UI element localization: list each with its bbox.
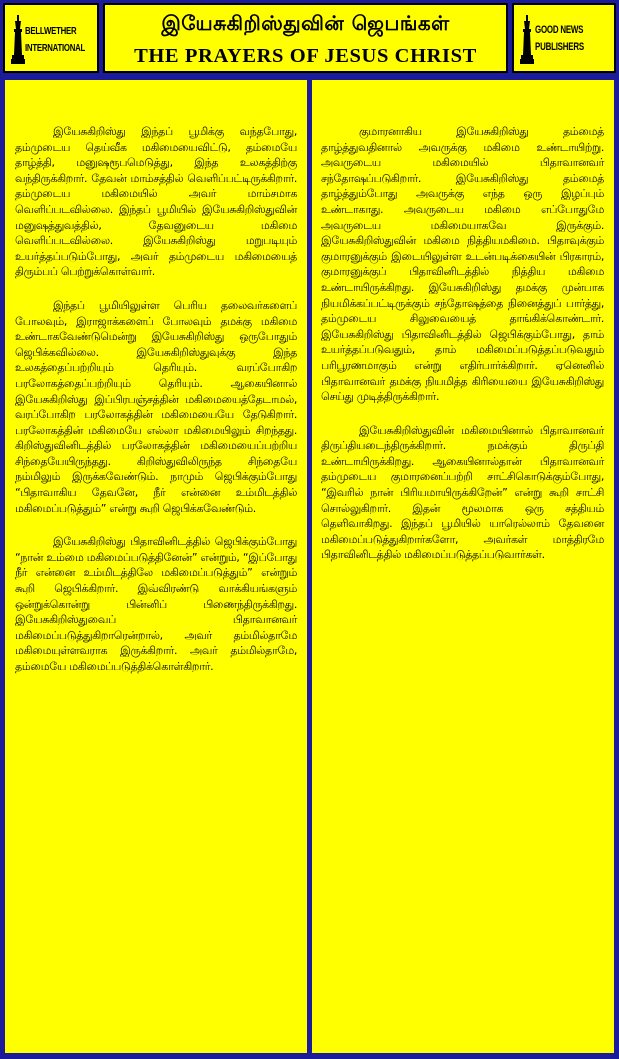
page-title-english: THE PRAYERS OF JESUS CHRIST: [134, 45, 477, 67]
header-banner: [0, 0, 619, 78]
tower-icon: [11, 15, 25, 65]
tower-icon: [520, 15, 534, 65]
good-news-logo: [512, 3, 616, 73]
paragraph: இயேசுகிறிஸ்துவின் மகிமையினால் பிதாவானவர் திருப்தியடைந்திருக்கிறார். நமக்கும் திருப்தி உண்டாயிருக்கிறது. ஆகையினால்தான் பிதாவானவர் தம்முடைய குமாரனைப்பற்றி சாட்சிகொடுக்கும்போது, “இவரில் நான் பிரியமாயிருக்கிறேன்” என்று கூறி சாட்சி சொல்லுகிறார். இதன் மூலமாக ஒரு சத்தியம் தெளிவாகிறது. இந்தப் பூமியில் யாரெல்லாம் தேவனை மகிமைப்படுத்துகிறார்களோ, அவர்கள் மாத்திரமே பிதாவினிடத்தில் மகிமைப்படுத்தப்படுவார்கள்.: [321, 423, 604, 562]
page-title-tamil: இயேசுகிறிஸ்துவின் ஜெபங்கள்: [161, 11, 450, 35]
paragraph: இயேசுகிறிஸ்து இந்தப் பூமிக்கு வந்தபோது, தம்முடைய தெய்வீக மகிமையைவிட்டு, தம்மையே தாழ்த்தி, மனுஷரூபமெடுத்து, இந்த உலகத்திற்கு வந்திருக்கிறார். தேவன் மாம்சத்தில் வெளிப்பட்டிருக்கிறார். தம்முடைய மகிமையில் அவர் மாம்சமாக வெளிப்படவில்லை. இந்தப் பூமியில் இயேசுகிறிஸ்துவின் மனுஷத்துவத்தில், தேவனுடைய மகிமை வெளிப்படவில்லை. இயேசுகிறிஸ்து மறுபடியும் உயர்த்தப்படும்போது, அவர் தம்முடைய மகிமையைத் திரும்பப் பெற்றுக்கொள்வார்.: [15, 125, 297, 279]
paragraph: இந்தப் பூமியிலுள்ள பெரிய தலைவர்களைப் போலவும், இராஜாக்களைப் போலவும் தமக்கு மகிமை உண்டாகவேண்டுமென்று இயேசுகிறிஸ்து ஒருபோதும் ஜெபிக்கவில்லை. இயேசுகிறிஸ்துவுக்கு இந்த உலகத்தைப்பற்றியும் தெரியும். வரப்போகிற பரலோகத்தைப்பற்றியும் தெரியும். ஆகையினால் இயேசுகிறிஸ்து இப்பிரபஞ்சத்தின் மகிமையைத்தேடாமல், வரப்போகிற பரலோகத்தின் மகிமையையே தேடுகிறார். பரலோகத்தின் மகிமையே எல்லா மகிமையிலும் சிறந்தது. கிறிஸ்துவினிடத்தில் பரலோகத்தின் மகிமையைப்பற்றிய சிந்தையேயிருந்தது. கிறிஸ்துவிலிருந்த சிந்தையே நம்மிலும் இருக்கவேண்டும். நாமும் ஜெபிக்கும்போது “பிதாவாகிய தேவனே, நீர் என்னை உம்மிடத்தில் மகிமைப்படுத்தும்” என்று கூறி ஜெபிக்கவேண்டும்.: [15, 298, 297, 515]
left-logo-line1: BELLWETHER: [25, 26, 77, 37]
right-text-column: [312, 80, 614, 1053]
right-logo-line1: GOOD NEWS: [535, 24, 584, 36]
bellwether-logo: [3, 3, 99, 73]
left-logo-line2: INTERNATIONAL: [25, 43, 86, 54]
right-logo-line2: PUBLISHERS: [535, 41, 584, 53]
left-logo-text: [25, 23, 85, 57]
paragraph: குமாரனாகிய இயேசுகிறிஸ்து தம்மைத் தாழ்த்துவதினால் அவருக்கு மகிமை உண்டாயிற்று. அவருடைய மகிமையில் பிதாவானவர் சந்தோஷப்படுகிறார். இயேசுகிறிஸ்து தம்மைத் தாழ்த்தும்போது அவருக்கு எந்த ஒரு இழப்பும் உண்டாகாது. அவருடைய மகிமை எப்போதுமே அவருடைய மகிமையாகவே இருக்கும். இயேசுகிறிஸ்துவின் மகிமை நித்தியமகிமை. பிதாவுக்கும் குமாரனுக்கும் இடையிலுள்ள உடன்படிக்கையின் பிரகாரம், குமாரனுக்குப் பிதாவினிடத்தில் நித்திய மகிமை உண்டாயிருக்கிறது. இயேசுகிறிஸ்து தமக்கு முன்பாக நியமிக்கப்பட்டிருக்கும் சந்தோஷத்தை நினைத்துப் பார்த்து, தம்முடைய சிலுவையைத் தாங்கிக்கொண்டார். இயேசுகிறிஸ்து பிதாவினிடத்தில் ஜெபிக்கும்போது, தாம் உயர்த்தப்படுவதும், தாம் மகிமைப்படுத்தப்படுவதும் பரிபூரணமாகும் என்று எதிர்பார்க்கிறார். ஏனெனில் பிதாவானவர் தமக்கு நியமித்த கிரியையை இயேசுகிறிஸ்து செய்து முடித்திருக்கிறார்.: [321, 125, 604, 404]
paragraph: இயேசுகிறிஸ்து பிதாவினிடத்தில் ஜெபிக்கும்போது “நான் உம்மை மகிமைப்படுத்தினேன்” என்றும், “இப்போது நீர் என்னை உம்மிடத்திலே மகிமைப்படுத்தும்” என்றும் கூறி ஜெபிக்கிறார். இவ்விரண்டு வாக்கியங்களும் ஒன்றுக்கொன்று பின்னிப் பிணைந்திருக்கிறது. இயேசுகிறிஸ்துவைப் பிதாவானவர் மகிமைப்படுத்துகிறாரென்றால், அவர் தம்மில்தாமே மகிமையுள்ளவராக இருக்கிறார். அவர் தம்மில்தாமே, தம்மையே மகிமைப்படுத்திக்கொள்கிறார்.: [15, 535, 297, 673]
right-logo-text: [535, 22, 584, 56]
left-text-column: [5, 80, 307, 1053]
title-box: [103, 3, 508, 73]
